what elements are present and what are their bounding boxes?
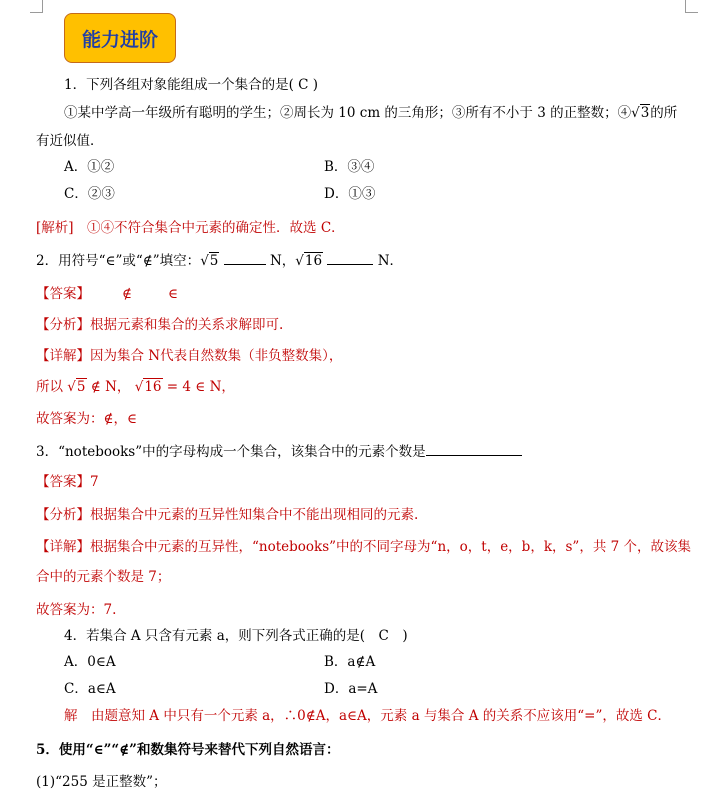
- q4-option-d: D．a=A: [324, 681, 378, 697]
- q4-option-a: A．0∈A: [64, 654, 116, 670]
- q3-answer-tag: 【答案】: [36, 474, 90, 490]
- q3-fenxi-text: 根据集合中元素的互异性知集合中不能出现相同的元素.: [90, 507, 419, 523]
- q2-derivation-sqrt16-radicand: 16: [144, 379, 162, 395]
- q3-fenxi-tag: 【分析】: [36, 507, 90, 523]
- q2-fenxi: [36, 315, 283, 335]
- q3-conclusion: 故答案为：7.: [36, 602, 117, 618]
- q2-xiangjie-text: 因为集合 N代表自然数集（非负整数集），: [90, 348, 343, 364]
- q2-fenxi-text: 根据元素和集合的关系求解即可.: [90, 317, 284, 333]
- q2-stem-text: 2．用符号“∈”或“∉”填空：: [36, 253, 201, 269]
- q2-derivation-sqrt16: √16: [134, 379, 162, 395]
- q2-answer: [36, 284, 178, 304]
- q2-sqrt5: √5: [200, 253, 219, 269]
- q2-derivation-sqrt5-radicand: 5: [76, 379, 86, 395]
- q2-answer-2: ∈: [168, 286, 178, 302]
- q5-stem: 5．使用“∈”“∉”和数集符号来替代下列自然语言：: [36, 742, 340, 758]
- q1-option-a: A．①②: [64, 159, 115, 175]
- q2-conclusion: 故答案为：∉，∈: [36, 411, 137, 427]
- q2-xiangjie: [36, 346, 342, 366]
- q2-derivation-part-c: = 4 ∈ N，: [166, 379, 235, 395]
- q2-sqrt16-radicand: 16: [304, 253, 323, 269]
- q2-answer-1: ∉: [122, 286, 132, 302]
- q3-stem: [36, 441, 522, 462]
- q4-option-c: C．a∈A: [64, 681, 116, 697]
- q1-stem: 1．下列各组对象能组成一个集合的是( C ): [64, 77, 319, 93]
- q2-set-n-2: N．: [377, 253, 403, 269]
- q1-option-c: C．②③: [64, 186, 115, 202]
- q2-set-n-1: N，: [269, 253, 296, 269]
- q3-xiangjie-text-1: 根据集合中元素的互异性，“notebooks”中的不同字母为“n，o，t，e，b，k，s”，共 7 个，故该集: [90, 539, 692, 555]
- q1-items-text-b: 的所: [650, 105, 678, 121]
- q3-fenxi: [36, 505, 418, 525]
- q3-answer: [36, 472, 99, 492]
- q3-blank[interactable]: [426, 441, 522, 456]
- q2-derivation-sqrt5: √5: [67, 379, 86, 395]
- q1-option-b: B．③④: [324, 159, 375, 175]
- q2-blank-2[interactable]: [327, 250, 373, 265]
- q5-item-1: (1)“255 是正整数”；: [36, 774, 167, 790]
- q2-xiangjie-tag: 【详解】: [36, 348, 90, 364]
- q1-option-d: D．①③: [324, 186, 376, 202]
- q2-derivation-prefix: 所以: [36, 379, 63, 395]
- q1-items-line2: 有近似值．: [36, 133, 104, 149]
- q1-analysis: [解析] ①④不符合集合中元素的确定性．故选 C．: [36, 220, 345, 236]
- q4-stem: 4．若集合 A 只含有元素 a，则下列各式正确的是( C ): [64, 628, 408, 644]
- section-badge: 能力进阶: [64, 13, 176, 63]
- q3-answer-value: 7: [90, 474, 99, 490]
- page-corner-mark-right: [685, 0, 698, 13]
- q2-sqrt5-radicand: 5: [209, 253, 219, 269]
- q1-sqrt3: √3: [631, 105, 650, 121]
- q1-items-line1: [64, 103, 677, 123]
- q3-xiangjie-tag: 【详解】: [36, 539, 90, 555]
- page-corner-mark-left: [30, 0, 43, 13]
- q2-blank-1[interactable]: [224, 250, 266, 265]
- q2-sqrt16: √16: [295, 253, 323, 269]
- q1-items-text-a: ①某中学高一年级所有聪明的学生；②周长为 10 cm 的三角形；③所有不小于 3 的正整数；④: [64, 105, 632, 121]
- q2-answer-tag: 【答案】: [36, 286, 90, 302]
- q3-xiangjie: [36, 537, 691, 557]
- q4-option-b: B．a∉A: [324, 654, 376, 670]
- q2-derivation-part-b: ∉ N，: [90, 379, 131, 395]
- q2-fenxi-tag: 【分析】: [36, 317, 90, 333]
- q3-xiangjie-line2: 合中的元素个数是 7；: [36, 569, 171, 585]
- q2-stem: [36, 250, 403, 271]
- q1-sqrt3-radicand: 3: [640, 105, 650, 121]
- q4-solution: 解 由题意知 A 中只有一个元素 a，∴0∉A，a∈A，元素 a 与集合 A 的关系不应该用“=”，故选 C．: [64, 708, 671, 724]
- q3-stem-text: 3．“notebooks”中的字母构成一个集合，该集合中的元素个数是: [36, 444, 426, 460]
- q2-derivation: [36, 377, 235, 397]
